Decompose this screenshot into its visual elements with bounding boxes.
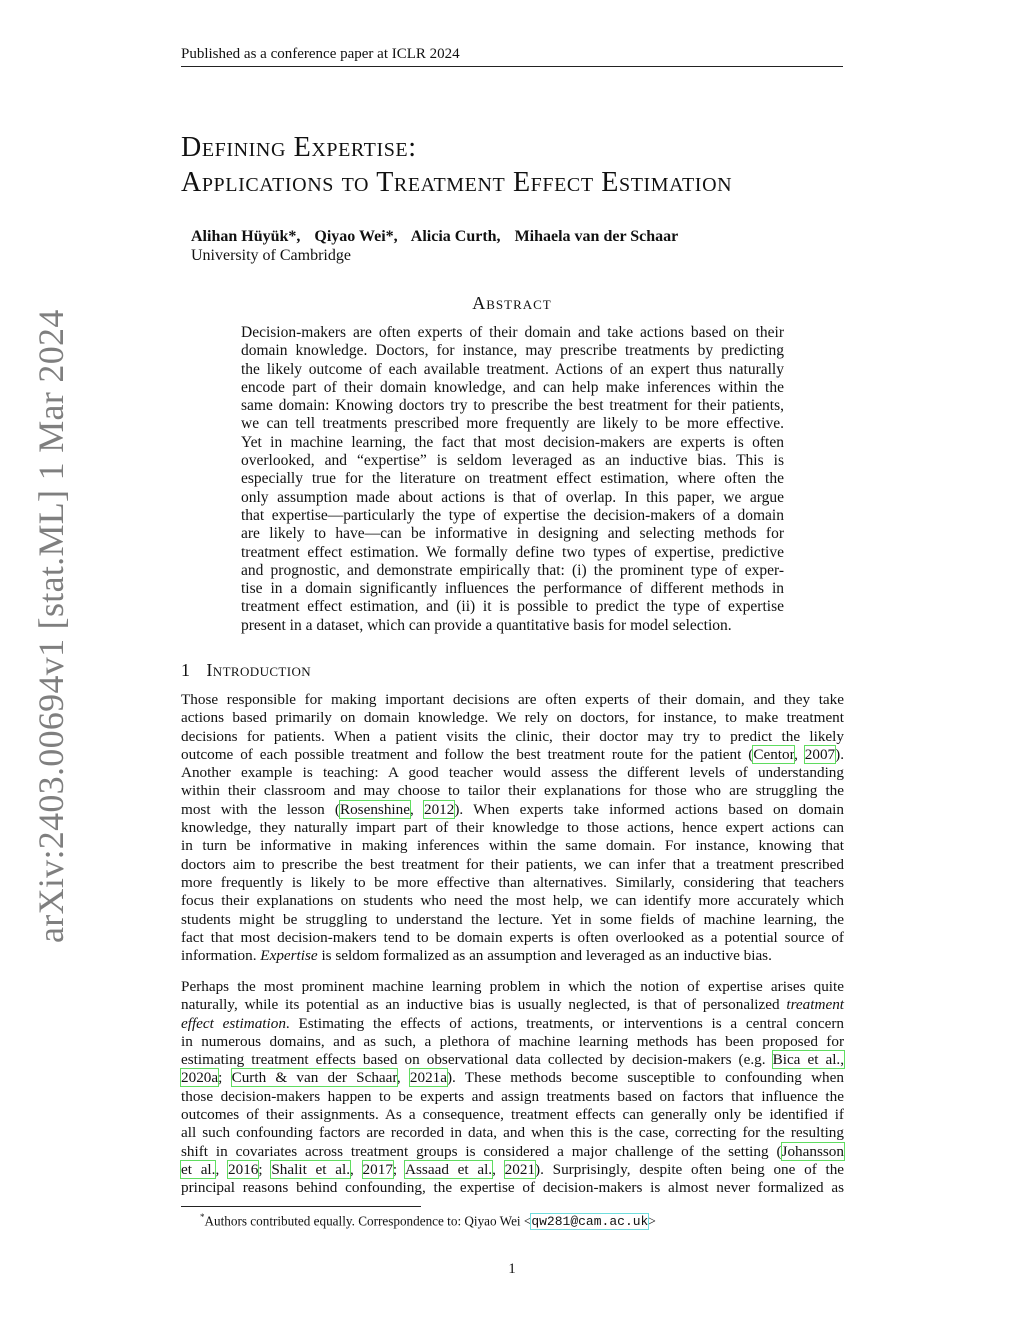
header-rule [181,66,843,67]
abstract-line: Decision-makers are often experts of their domain and take actions based on their [241,324,784,341]
author: Alihan Hüyük*, [191,228,301,245]
section-number: 1 [181,660,191,680]
email-link[interactable]: qw281@cam.ac.uk [531,1214,649,1230]
abstract-body [241,324,784,635]
running-head: Published as a conference paper at ICLR 2024 [181,46,460,62]
paragraph-line: Those responsible for making important decisions are often experts of their domain, and they take [181,691,844,708]
page-number: 1 [508,1261,516,1277]
paragraph-line: outcome of each possible treatment and follow the best treatment route for the patient (Centor, 2007). [181,745,844,763]
author-list [191,227,688,246]
paragraph-line: principal reasons behind confounding, the expertise of decision-makers is almost never formalized as [181,1179,844,1197]
abstract-line: the likely outcome of each available treatment. Actions of an expert thus naturally [241,360,784,378]
abstract-line: present in a dataset, which can provide a quantitative basis for model selection. [241,616,732,634]
footnote: *Authors contributed equally. Correspondence to: Qiyao Wei <qw281@cam.ac.uk> [200,1212,656,1230]
author: Alicia Curth, [410,228,501,245]
paper-title-line-1: Defining Expertise: [181,132,417,163]
paragraph-line: those decision-makers happen to be experts and assign treatments based on factors that influence the [181,1087,844,1105]
abstract-line: that expertise—particularly the type of expertise the decision-makers of a domain [241,506,784,524]
citation-link[interactable]: 2012 [423,800,455,818]
abstract-line: and prognostic, and demonstrate empirically that: (i) the prominent type of exper- [241,561,784,579]
paragraph-line: actions based primarily on domain knowledge. We rely on doctors, for instance, to make treatment [181,709,844,727]
paragraph-line: knowledge, they naturally impart part of their knowledge to those actions, hence expert actions can [181,819,844,837]
abstract-line: same domain: Knowing doctors try to prescribe the best treatment for their patients, [241,397,784,415]
paragraph-line: et al., 2016; Shalit et al., 2017; Assaad et al., 2021). Surprisingly, despite often being one of the [181,1160,845,1178]
affiliation: University of Cambridge [191,247,351,264]
paragraph-line: Perhaps the most prominent machine learning problem in which the notion of expertise arises quite [181,978,844,995]
citation-link[interactable]: Shalit et al. [271,1160,350,1178]
abstract-line: overlooked, and “expertise” is seldom leveraged as an inductive bias. This is [241,452,784,470]
paragraph-line: most with the lesson (Rosenshine, 2012). When experts take informed actions based on domain [181,800,845,818]
citation-link[interactable]: Centor [753,745,795,763]
paragraph-line: students might be struggling to understand the lecture. Yet in some fields of machine learning, the [181,910,844,928]
paragraph-line: doctors aim to prescribe the best treatment for their patients, we can infer that a treatment prescribed [181,855,844,873]
paragraph-line: outcomes of their assignments. As a consequence, treatment effects can generally only be identified if [181,1106,844,1124]
citation-link[interactable]: Curth & van der Schaar [231,1069,397,1087]
citation-link[interactable]: 2021a [409,1069,447,1087]
paragraph-line: in turn be informative in making inferences within the same domain. For instance, knowing that [181,837,844,855]
abstract-line: treatment effect estimation, and (ii) it is possible to predict the type of expertise [241,598,784,616]
citation-link[interactable]: 2021 [504,1160,536,1178]
paragraph-line: estimating treatment effects based on observational data collected by decision-makers (e.g. Bica et al., [181,1051,845,1069]
abstract-line: encode part of their domain knowledge, and can help make inferences within the [241,378,784,396]
abstract-line: Yet in machine learning, the fact that most decision-makers are experts is often [241,433,784,451]
citation-link[interactable]: 2020a [181,1069,219,1087]
paper-title-line-2: Applications to Treatment Effect Estimation [181,167,733,198]
paragraph-line: all such confounding factors are recorded in data, and when this is the case, correcting for the resulting [181,1124,844,1142]
abstract-line: only assumption made about actions is that of overlap. In this paper, we argue [241,488,784,506]
paragraph-line: in numerous domains, and as such, a plethora of machine learning methods has been proposed for [181,1032,844,1050]
citation-link[interactable]: et al. [181,1160,216,1178]
abstract-line: treatment effect estimation. We formally define two types of expertise, predictive [241,543,784,561]
citation-link[interactable]: 2007 [804,745,836,763]
footnote-marker: * [200,1212,205,1222]
section-title: Introduction [206,660,312,680]
footnote-text: Authors contributed equally. Correspondence to: Qiyao Wei < [204,1213,532,1229]
section-heading-introduction [181,660,311,680]
footnote-rule [181,1206,421,1207]
paragraph-line: shift in covariates across treatment groups is considered a major challenge of the setting (Johansson [181,1142,844,1160]
paragraph-line: effect estimation. Estimating the effects of actions, treatments, or interventions is a central concern [181,1014,844,1032]
paragraph-line: 2020a; Curth & van der Schaar, 2021a). These methods become susceptible to confounding when [181,1069,844,1087]
abstract-heading: Abstract [472,293,552,313]
paragraph-line: information. Expertise is seldom formalized as an assumption and leveraged as an inductive bias. [181,947,772,965]
arxiv-stamp: arXiv:2403.00694v1 [stat.ML] 1 Mar 2024 [31,309,71,943]
paragraph-line: decisions for patients. When a patient visits the clinic, their doctor may try to predict the likely [181,727,844,745]
author: Qiyao Wei*, [314,228,398,245]
paragraph-line: focus their explanations on students who need the most help, we can identify more accurately which [181,892,844,910]
author: Mihaela van der Schaar [514,228,679,245]
intro-paragraph-2 [181,978,844,1198]
citation-link[interactable]: Assaad et al. [405,1160,493,1178]
abstract-line: we can tell treatments prescribed more frequently are likely to be more effective. [241,415,784,433]
paragraph-line: Another example is teaching: A good teacher would assess the different levels of understanding [181,764,844,782]
paragraph-line: within their classroom and may choose to tailor their explanations for those who are struggling the [181,782,844,800]
abstract-line: domain knowledge. Doctors, for instance, may prescribe treatments by predicting [241,342,784,360]
intro-paragraph-1 [181,691,844,965]
citation-link[interactable]: 2016 [228,1160,259,1178]
abstract-line: are likely to have—can be informative in designing and selecting methods for [241,525,784,543]
citation-link[interactable]: 2017 [362,1160,393,1178]
paragraph-line: naturally, while its potential as an inductive bias is usually neglected, is that of personalized treatment [181,996,845,1014]
abstract-line: especially true for the literature on treatment effect estimation, where often the [241,470,784,488]
citation-link[interactable]: Bica et al., [772,1051,845,1069]
paragraph-line: more frequently is likely to be more effective than alternatives. Similarly, considering that teachers [181,873,844,891]
citation-link[interactable]: Johansson [781,1142,844,1160]
citation-link[interactable]: Rosenshine [339,800,410,818]
paragraph-line: fact that most decision-makers tend to be domain experts is often overlooked as a potential source of [181,928,844,946]
abstract-line: tise in a domain significantly influences the performance of different methods in [241,580,784,598]
